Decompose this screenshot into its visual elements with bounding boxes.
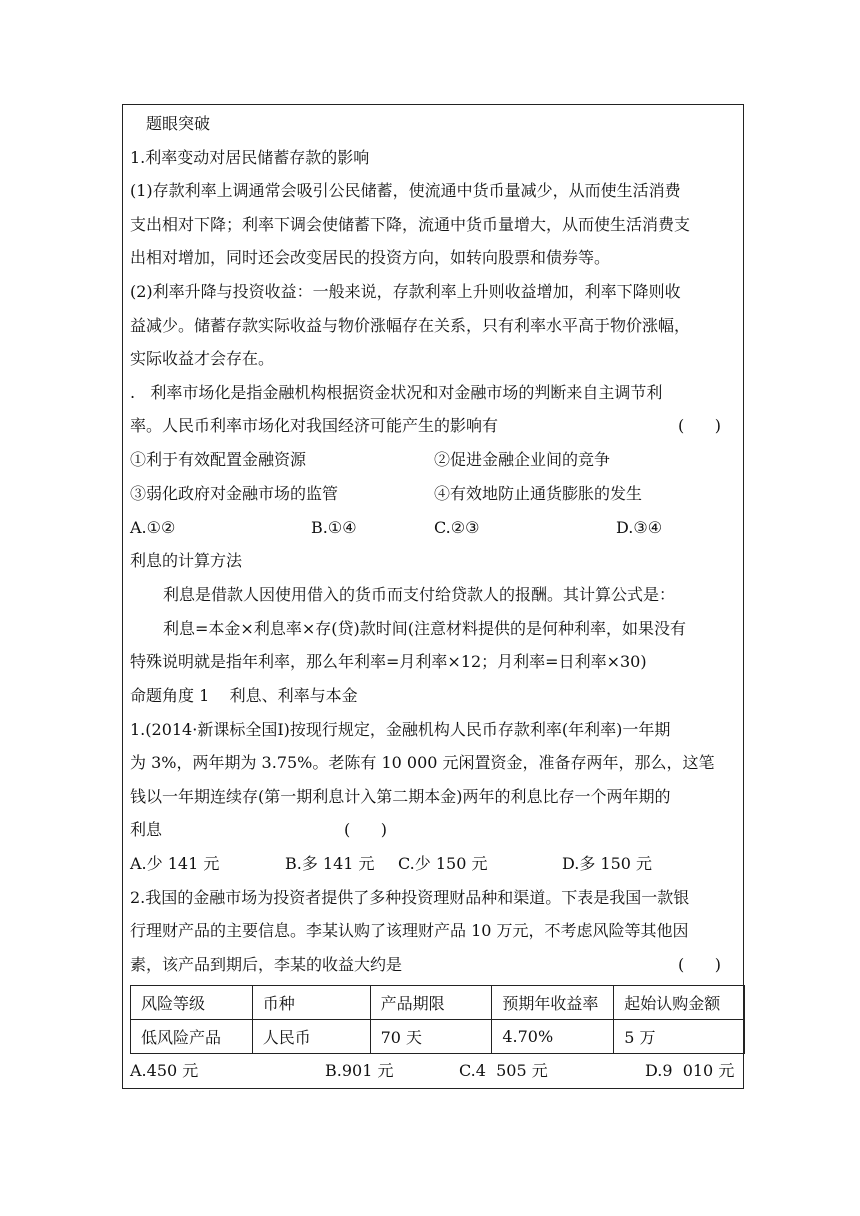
- point1a-line-1: (1)存款利率上调通常会吸引公民储蓄，使流通中货币量减少，从而使生活消费: [130, 181, 681, 200]
- point1-title: 1.利率变动对居民储蓄存款的影响: [130, 148, 370, 167]
- header-currency: 币种: [252, 986, 370, 1020]
- point1b-line-3: 实际收益才会存在。: [130, 349, 275, 368]
- q1-option-d: D.多 150 元: [562, 854, 653, 873]
- market-stem-2: 率。人民币利率市场化对我国经济可能产生的影响有: [130, 416, 499, 435]
- cell-term: 70 天: [370, 1020, 492, 1054]
- q2-stem-2: 行理财产品的主要信息。李某认购了该理财产品 10 万元，不考虑风险等其他因: [130, 921, 689, 940]
- q2-stem-3: 素，该产品到期后，李某的收益大约是: [130, 955, 403, 974]
- section-title: 题眼突破: [146, 114, 211, 133]
- interest-definition: 利息是借款人因使用借入的货币而支付给贷款人的报酬。其计算公式是：: [163, 585, 676, 604]
- header-risk-level: 风险等级: [131, 986, 253, 1020]
- market-option-d: D.③④: [616, 518, 663, 537]
- header-min-purchase: 起始认购金额: [614, 986, 745, 1020]
- interest-formula-1: 利息=本金×利息率×存(贷)款时间(注意材料提供的是何种利率，如果没有: [163, 619, 686, 638]
- header-expected-yield: 预期年收益率: [492, 986, 614, 1020]
- cell-expected-yield: 4.70%: [492, 1020, 614, 1054]
- point1a-line-3: 出相对增加，同时还会改变居民的投资方向，如转向股票和债券等。: [130, 248, 611, 267]
- header-term: 产品期限: [370, 986, 492, 1020]
- market-item-4: ④有效地防止通货膨胀的发生: [434, 484, 643, 503]
- market-answer-paren: ( ): [678, 416, 721, 435]
- cell-min-purchase: 5 万: [614, 1020, 745, 1054]
- market-stem-1: . 利率市场化是指金融机构根据资金状况和对金融市场的判断来自主调节利: [130, 383, 663, 402]
- market-item-3: ③弱化政府对金融市场的监管: [130, 484, 339, 503]
- q2-option-d: D.9 010 元: [645, 1061, 735, 1080]
- point1b-line-2: 益减少。储蓄存款实际收益与物价涨幅存在关系，只有利率水平高于物价涨幅，: [130, 316, 691, 335]
- q2-option-b: B.901 元: [325, 1061, 394, 1080]
- interest-heading: 利息的计算方法: [130, 551, 243, 570]
- q2-option-a: A.450 元: [130, 1061, 199, 1080]
- table-header-row: [131, 986, 745, 1020]
- q2-answer-paren: ( ): [678, 955, 721, 974]
- market-option-b: B.①④: [311, 518, 357, 537]
- market-item-1: ①利于有效配置金融资源: [130, 450, 307, 469]
- q1-stem-2: 为 3%，两年期为 3.75%。老陈有 10 000 元闲置资金，准备存两年，那么，这笔: [130, 753, 715, 772]
- q1-answer-paren: ( ): [344, 820, 387, 839]
- cell-currency: 人民币: [252, 1020, 370, 1054]
- interest-formula-2: 特殊说明就是指年利率，那么年利率=月利率×12；月利率=日利率×30): [130, 652, 647, 671]
- q2-stem-1: 2.我国的金融市场为投资者提供了多种投资理财品种和渠道。下表是我国一款银: [130, 888, 690, 907]
- point1b-line-1: (2)利率升降与投资收益：一般来说，存款利率上升则收益增加，利率下降则收: [130, 282, 681, 301]
- q1-stem-3: 钱以一年期连续存(第一期利息计入第二期本金)两年的利息比存一个两年期的: [130, 787, 671, 806]
- table-row: [131, 1020, 745, 1054]
- cell-risk-level: 低风险产品: [131, 1020, 253, 1054]
- q1-option-b: B.多 141 元: [285, 854, 375, 873]
- product-info-table: [130, 985, 745, 1054]
- q1-option-c: C.少 150 元: [398, 854, 488, 873]
- proposition-angle: 命题角度 1 利息、利率与本金: [130, 686, 358, 705]
- point1a-line-2: 支出相对下降；利率下调会使储蓄下降，流通中货币量增大，从而使生活消费支: [130, 215, 691, 234]
- q2-option-c: C.4 505 元: [459, 1061, 548, 1080]
- q1-stem-1: 1.(2014·新课标全国Ⅰ)按现行规定，金融机构人民币存款利率(年利率)一年期: [130, 720, 671, 739]
- market-item-2: ②促进金融企业间的竞争: [434, 450, 611, 469]
- market-option-a: A.①②: [130, 518, 176, 537]
- market-option-c: C.②③: [434, 518, 480, 537]
- q1-stem-4: 利息: [130, 820, 163, 839]
- q1-option-a: A.少 141 元: [130, 854, 220, 873]
